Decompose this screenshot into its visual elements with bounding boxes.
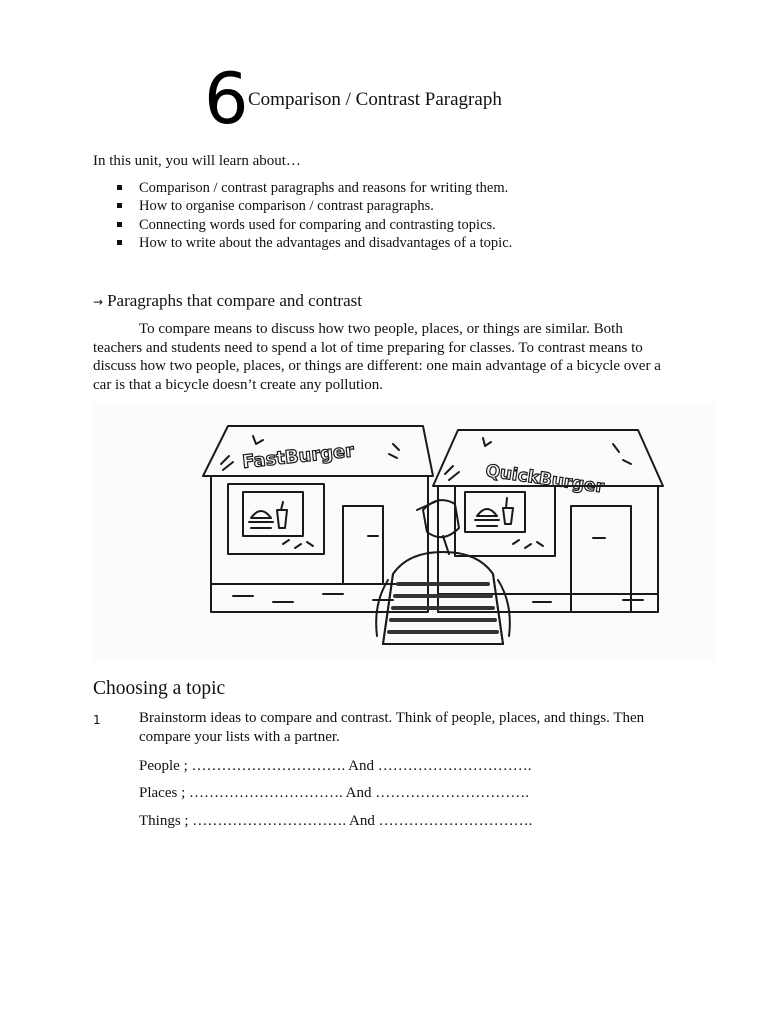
- list-item: Connecting words used for comparing and contrasting topics.: [93, 216, 512, 234]
- body-paragraph: To compare means to discuss how two people, places, or things are similar. Both teachers and students need to spend a lot of time preparing for classes. To contrast means to discuss how two people, places, or things are different: one main advantage of a bicycle over a car is that a bicycle doesn’t create any pollution.: [93, 321, 661, 393]
- arrow-right-icon: →: [93, 295, 104, 309]
- square-bullet-icon: [117, 240, 122, 245]
- unit-number: 6: [204, 58, 249, 140]
- choosing-topic-heading: Choosing a topic: [93, 678, 226, 699]
- square-bullet-icon: [117, 222, 122, 227]
- list-item: Comparison / contrast paragraphs and reasons for writing them.: [93, 179, 512, 197]
- list-item: How to write about the advantages and disadvantages of a topic.: [93, 234, 512, 252]
- places-answer-line[interactable]: Places ; …………………………. And ………………………….: [139, 785, 529, 801]
- fastburger-sign: FastBurger: [241, 440, 356, 473]
- square-bullet-icon: [117, 185, 122, 190]
- things-answer-line[interactable]: Things ; …………………………. And ………………………….: [139, 813, 533, 829]
- burger-shops-illustration: [93, 404, 715, 660]
- exercise-number: 1: [93, 713, 101, 727]
- people-answer-line[interactable]: People ; …………………………. And ………………………….: [139, 758, 532, 774]
- exercise-instructions: Brainstorm ideas to compare and contrast. Think of people, places, and things. Then compare your lists with a partner.: [139, 710, 645, 745]
- unit-title: Comparison / Contrast Paragraph: [248, 89, 502, 110]
- section-heading: → Paragraphs that compare and contrast: [93, 291, 362, 310]
- square-bullet-icon: [117, 203, 122, 208]
- learning-objectives-list: [93, 179, 512, 252]
- list-item: How to organise comparison / contrast paragraphs.: [93, 197, 512, 215]
- quickburger-sign: QuickBurger: [484, 461, 606, 498]
- intro-text: In this unit, you will learn about…: [93, 153, 301, 169]
